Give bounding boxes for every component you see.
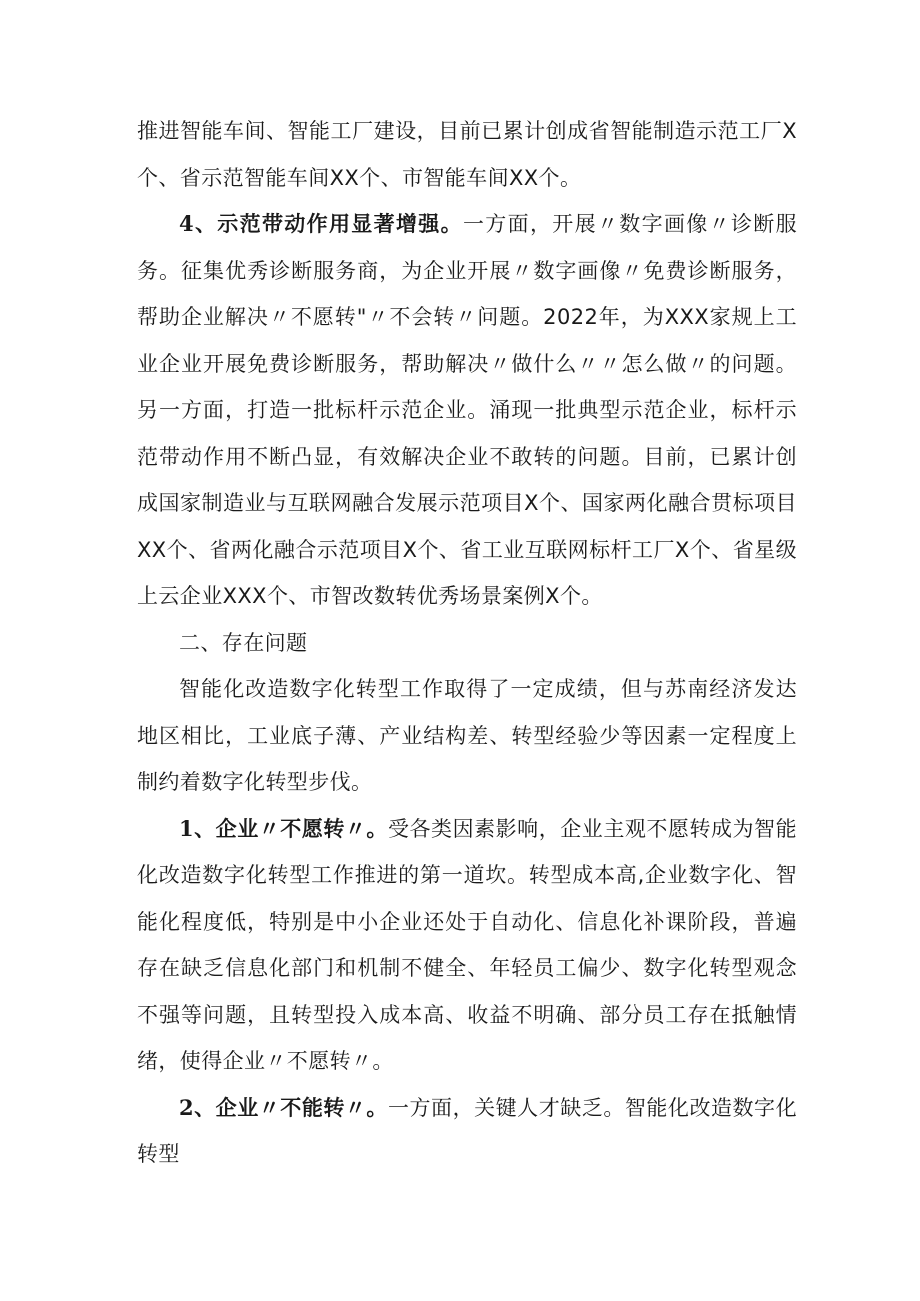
- paragraph-smart-workshop: [137, 108, 797, 201]
- paragraph-demonstration: [137, 201, 797, 620]
- paragraph-text: 一方面，开展〃数字画像〃诊断服务。征集优秀诊断服务商，为企业开展〃数字画像〃免费诊断服务，帮助企业解决〃不愿转"〃不会转〃问题。2022年，为XXX家规上工业企业开展免费诊断服务，帮助解决〃做什么〃〃怎么做〃的问题。另一方面，打造一批标杆示范企业。涌现一批典型示范企业，标杆示范带动作用不断凸显，有效解决企业不敢转的问题。目前，已累计创成国家制造业与互联网融合发展示范项目X个、国家两化融合贯标项目XX个、省两化融合示范项目X个、省工业互联网标杆工厂X个、省星级上云企业XXX个、市智改数转优秀场景案例X个。: [137, 212, 798, 608]
- document-body: [137, 108, 797, 1178]
- paragraph-text: 一方面，关键人才缺乏。智能化改造数字化转型: [137, 1095, 797, 1166]
- paragraph-text: 智能化改造数字化转型工作取得了一定成绩，但与苏南经济发达地区相比，工业底子薄、产业结构差、转型经验少等因素一定程度上制约着数字化转型步伐。: [137, 677, 797, 794]
- section-heading-problems: [137, 620, 797, 667]
- paragraph-problems-intro: [137, 666, 797, 806]
- paragraph-text: 推进智能车间、智能工厂建设，目前已累计创成省智能制造示范工厂X个、省示范智能车间XX个、市智能车间XX个。: [137, 119, 797, 190]
- paragraph-heading: 2、企业〃不能转〃。: [179, 1094, 388, 1120]
- paragraph-text: 受各类因素影响，企业主观不愿转成为智能化改造数字化转型工作推进的第一道坎。转型成本高,企业数字化、智能化程度低，特别是中小企业还处于自动化、信息化补课阶段，普遍存在缺乏信息化部门和机制不健全、年轻员工偏少、数字化转型观念不强等问题，且转型投入成本高、收益不明确、部分员工存在抵触情绪，使得企业〃不愿转〃。: [137, 816, 797, 1073]
- paragraph-heading: 1、企业〃不愿转〃。: [179, 815, 388, 841]
- section-heading-text: 二、存在问题: [179, 630, 308, 655]
- paragraph-unwilling: [137, 806, 797, 1085]
- paragraph-unable: [137, 1085, 797, 1178]
- paragraph-heading: 4、示范带动作用显著增强。: [179, 211, 463, 236]
